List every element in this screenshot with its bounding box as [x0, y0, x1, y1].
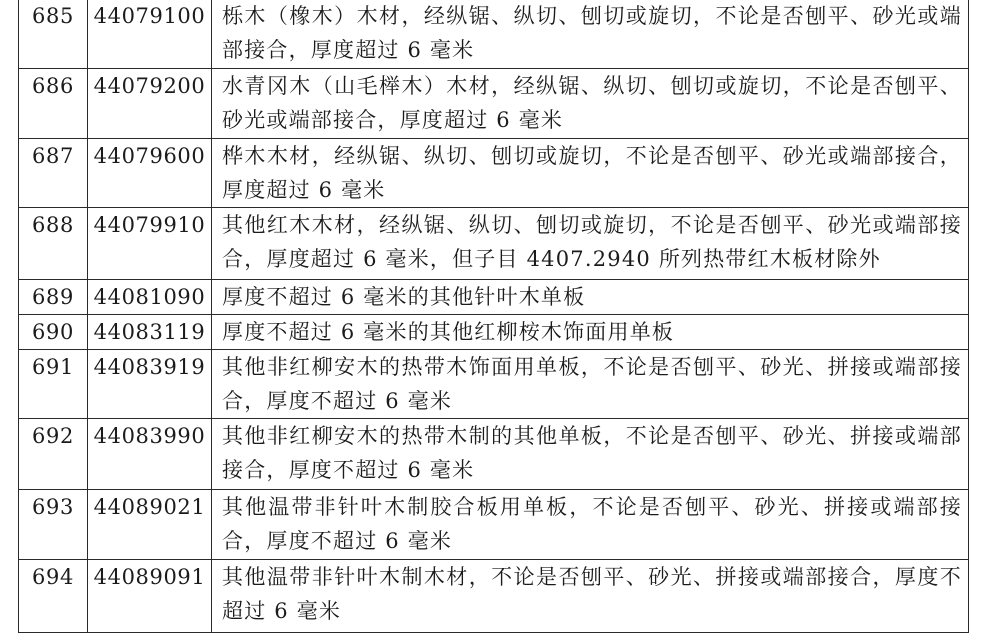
table-row: [19, 350, 969, 419]
goods-description: 栎木（橡木）木材，经纵锯、纵切、刨切或旋切，不论是否刨平、砂光或端部接合，厚度超过 6 毫米: [212, 0, 969, 69]
row-number: 692: [19, 419, 88, 490]
table-row: [19, 490, 969, 560]
goods-description: 桦木木材，经纵锯、纵切、刨切或旋切，不论是否刨平、砂光或端部接合，厚度超过 6 毫米: [212, 139, 969, 208]
table-row: [19, 0, 969, 69]
table-row: [19, 208, 969, 280]
tariff-code: 44083919: [88, 350, 212, 419]
tariff-table: [18, 0, 969, 633]
tariff-code: 44083119: [88, 315, 212, 350]
tariff-code: 44079200: [88, 69, 212, 139]
row-number: 693: [19, 490, 88, 560]
goods-description: 其他温带非针叶木制木材，不论是否刨平、砂光、拼接或端部接合，厚度不超过 6 毫米: [212, 560, 969, 633]
tariff-code: 44079910: [88, 208, 212, 280]
goods-description: 厚度不超过 6 毫米的其他针叶木单板: [212, 280, 969, 315]
row-number: 686: [19, 69, 88, 139]
tariff-code: 44083990: [88, 419, 212, 490]
row-number: 694: [19, 560, 88, 633]
table-row: [19, 280, 969, 315]
tariff-code: 44089021: [88, 490, 212, 560]
table-row: [19, 560, 969, 633]
row-number: 688: [19, 208, 88, 280]
table-row: [19, 419, 969, 490]
table-row: [19, 69, 969, 139]
row-number: 689: [19, 280, 88, 315]
table-row: [19, 139, 969, 208]
tariff-code: 44089091: [88, 560, 212, 633]
goods-description: 其他非红柳安木的热带木制的其他单板，不论是否刨平、砂光、拼接或端部接合，厚度不超过 6 毫米: [212, 419, 969, 490]
row-number: 685: [19, 0, 88, 69]
table-row: [19, 315, 969, 350]
goods-description: 厚度不超过 6 毫米的其他红柳桉木饰面用单板: [212, 315, 969, 350]
row-number: 687: [19, 139, 88, 208]
tariff-code: 44081090: [88, 280, 212, 315]
row-number: 691: [19, 350, 88, 419]
tariff-code: 44079100: [88, 0, 212, 69]
tariff-code: 44079600: [88, 139, 212, 208]
goods-description: 其他非红柳安木的热带木饰面用单板，不论是否刨平、砂光、拼接或端部接合，厚度不超过 6 毫米: [212, 350, 969, 419]
row-number: 690: [19, 315, 88, 350]
tariff-table-body: [19, 0, 969, 633]
goods-description: 其他温带非针叶木制胶合板用单板，不论是否刨平、砂光、拼接或端部接合，厚度不超过 6 毫米: [212, 490, 969, 560]
goods-description: 水青冈木（山毛榉木）木材，经纵锯、纵切、刨切或旋切，不论是否刨平、砂光或端部接合，厚度超过 6 毫米: [212, 69, 969, 139]
goods-description: 其他红木木材，经纵锯、纵切、刨切或旋切，不论是否刨平、砂光或端部接合，厚度超过 6 毫米，但子目 4407.2940 所列热带红木板材除外: [212, 208, 969, 280]
